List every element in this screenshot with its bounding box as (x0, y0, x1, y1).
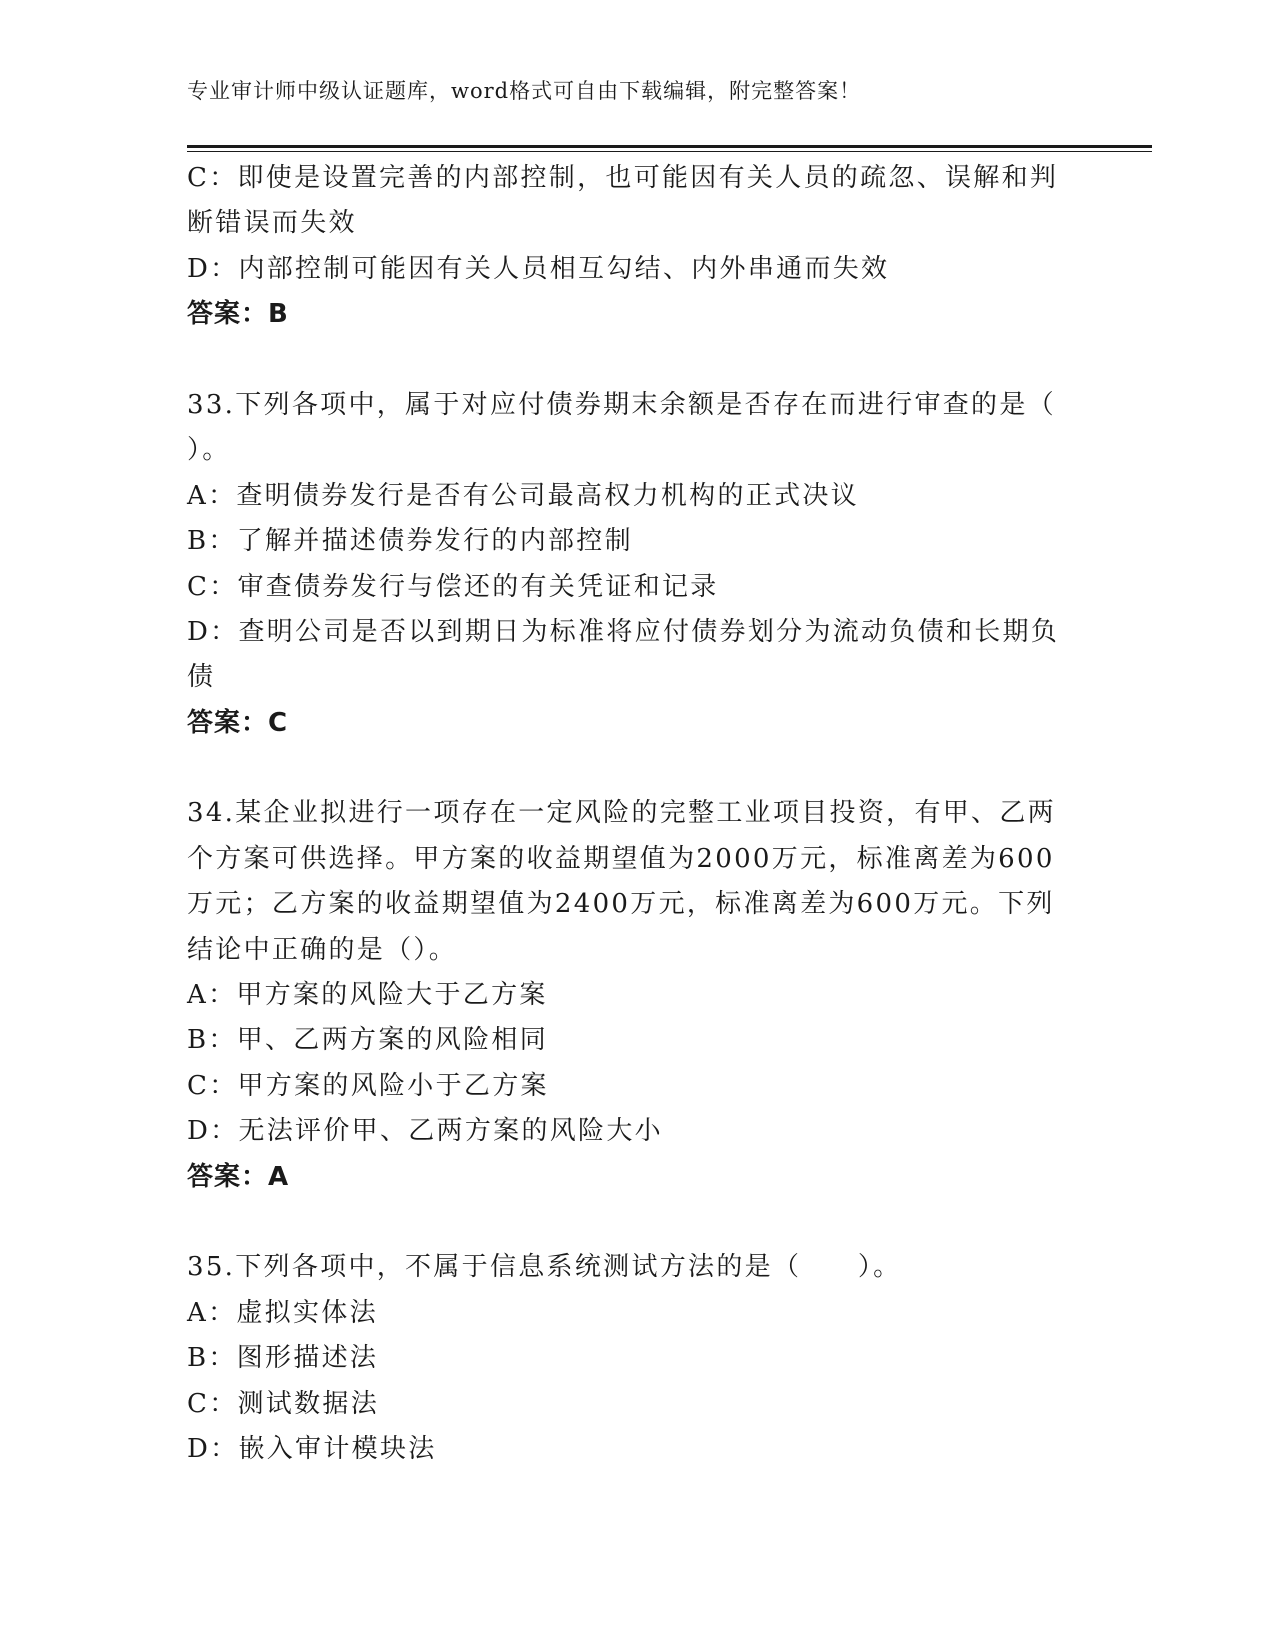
question-stem-line: 33.下列各项中，属于对应付债券期末余额是否存在而进行审查的是（ (187, 389, 1056, 420)
option-d-line-2: 债 (187, 662, 216, 693)
question-35 (187, 1245, 1087, 1472)
header-rule-thick (187, 145, 1152, 148)
option-a: A：查明债券发行是否有公司最高权力机构的正式决议 (187, 480, 859, 511)
spacer (187, 1200, 1087, 1245)
question-stem-line: ）。 (187, 435, 231, 466)
option-a: A：甲方案的风险大于乙方案 (187, 980, 548, 1011)
option-c: C：甲方案的风险小于乙方案 (187, 1070, 549, 1101)
question-content (187, 156, 1087, 1472)
answer: 答案：B (187, 299, 289, 330)
answer: 答案：A (187, 1161, 290, 1192)
question-34 (187, 791, 1087, 1200)
spacer (187, 746, 1087, 791)
option-c: C：测试数据法 (187, 1388, 379, 1419)
option-c-line-2: 断错误而失效 (187, 208, 357, 239)
option-b: B：了解并描述债券发行的内部控制 (187, 526, 633, 557)
question-stem-line: 34.某企业拟进行一项存在一定风险的完整工业项目投资，有甲、乙两 (187, 798, 1056, 829)
option-d: D：嵌入审计模块法 (187, 1433, 437, 1464)
option-c-line-1: C：即使是设置完善的内部控制，也可能因有关人员的疏忽、误解和判 (187, 163, 1059, 193)
answer: 答案：C (187, 707, 289, 738)
question-33 (187, 383, 1087, 746)
option-a: A：虚拟实体法 (187, 1297, 378, 1328)
option-b: B：甲、乙两方案的风险相同 (187, 1025, 549, 1056)
question-stem-line: 35.下列各项中，不属于信息系统测试方法的是（ ）。 (187, 1252, 902, 1283)
header-rule-thin (187, 151, 1152, 152)
previous-question-tail (187, 156, 1087, 338)
option-b: B：图形描述法 (187, 1343, 379, 1374)
option-d-line-1: D：查明公司是否以到期日为标准将应付债券划分为流动负债和长期负 (187, 616, 1060, 647)
question-stem-line: 万元；乙方案的收益期望值为2400万元，标准离差为600万元。下列 (187, 889, 1055, 920)
question-stem-line: 个方案可供选择。甲方案的收益期望值为2000万元，标准离差为600 (187, 843, 1055, 874)
option-d: D：无法评价甲、乙两方案的风险大小 (187, 1116, 663, 1147)
option-c: C：审查债券发行与偿还的有关凭证和记录 (187, 571, 719, 602)
option-d: D：内部控制可能因有关人员相互勾结、内外串通而失效 (187, 253, 890, 284)
page-header: 专业审计师中级认证题库，word格式可自由下载编辑，附完整答案！ (187, 79, 862, 103)
question-stem-line: 结论中正确的是（）。 (187, 934, 458, 965)
spacer (187, 338, 1087, 383)
